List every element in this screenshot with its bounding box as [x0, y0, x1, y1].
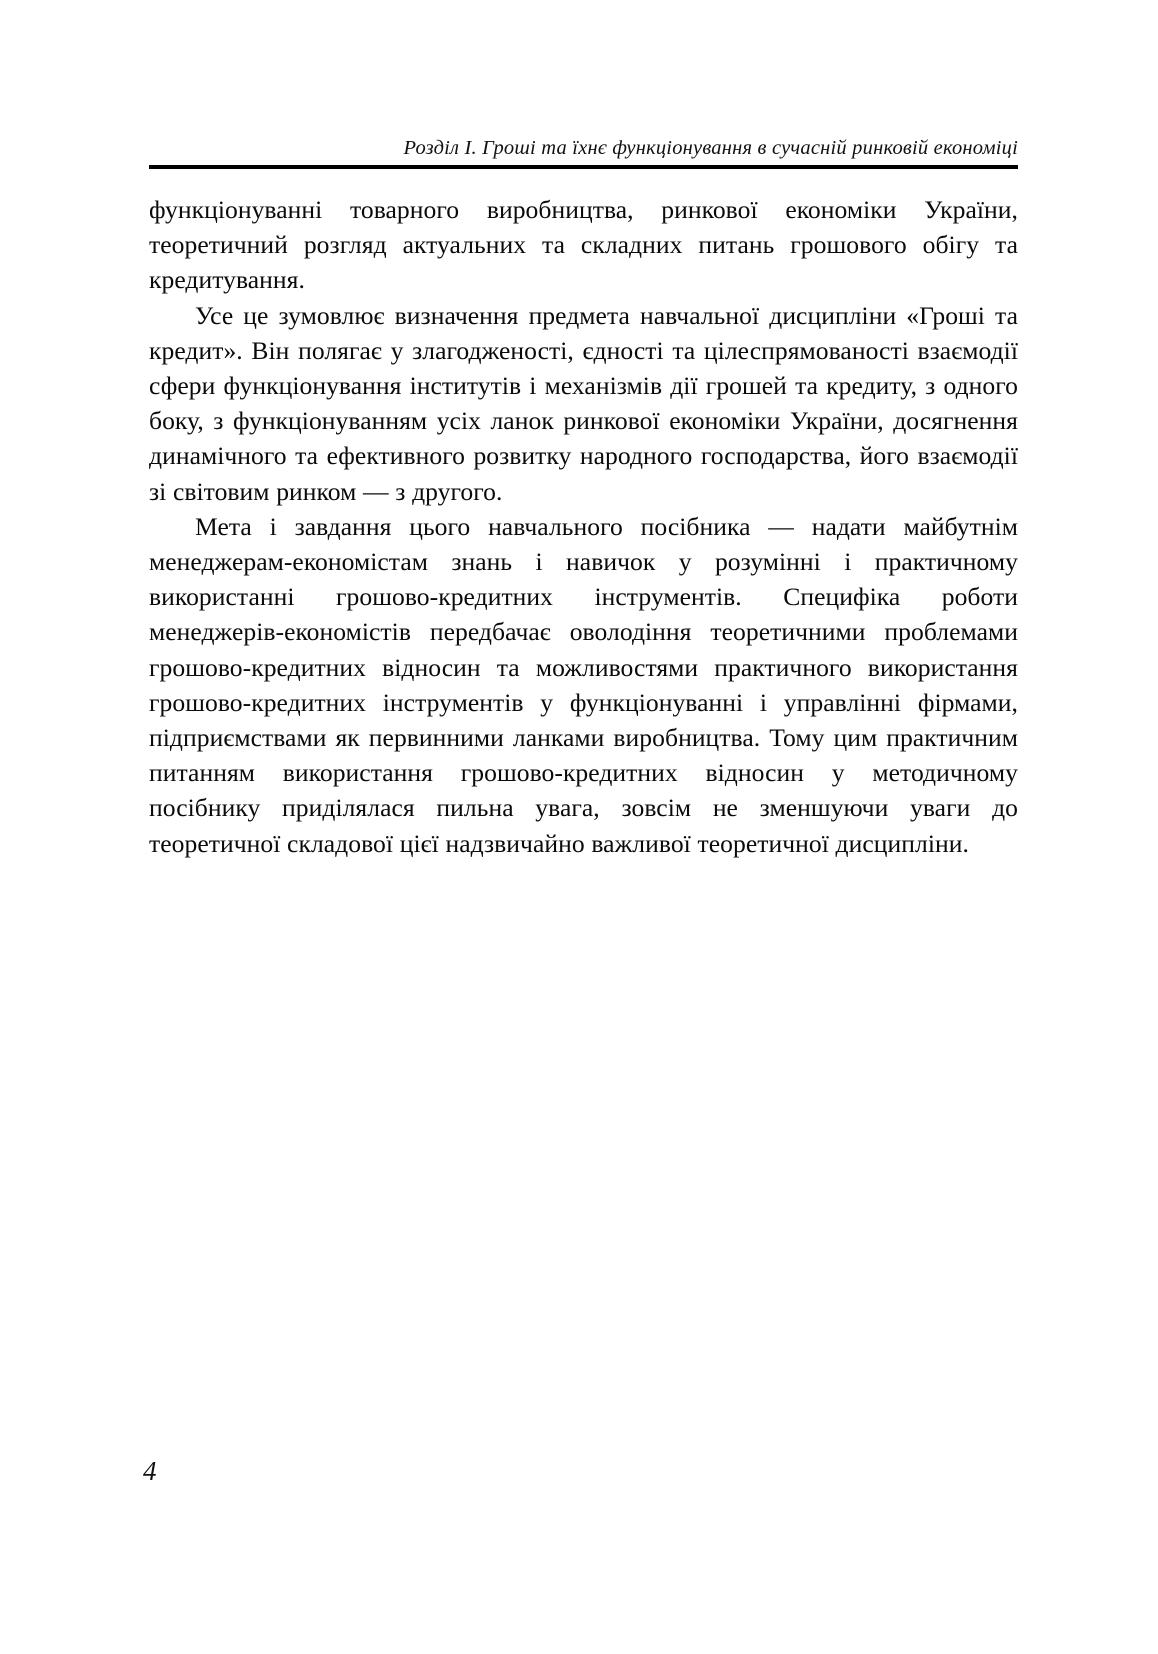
page-number: 4	[143, 1456, 157, 1486]
body-text-block	[149, 192, 1018, 861]
running-head	[149, 136, 1018, 169]
running-head-rule	[149, 165, 1018, 169]
paragraph: Усе це зумовлює визначення предмета навчальної дисципліни «Гроші та кредит». Він полягає у злагодженості, єдності та цілеспрямованості взаємодії сфери функціонування інститутів і механізмів дії грошей та кредиту, з одного боку, з функціонуванням усіх ланок ринкової економіки України, досягнення динамічного та ефективного розвитку народного господарства, його взаємодії зі світовим ринком — з другого.	[149, 300, 1018, 506]
paragraph: функціонуванні товарного виробництва, ринкової економіки України, теоретичний розгляд актуальних та складних питань грошового обігу та кредитування.	[149, 195, 1018, 295]
running-head-text: Розділ І. Гроші та їхнє функціонування в сучасній ринковій економіці	[403, 137, 1018, 159]
paragraph: Мета і завдання цього навчального посібника — надати майбутнім менеджерам-економістам знань і навичок у розумінні і практичному використанні грошово-кредитних інструментів. Специфіка роботи менеджерів-економістів передбачає оволодіння теоретичними проблемами грошово-кредитних відносин та можливостями практичного використання грошово-кредитних інструментів у функціонуванні і управлінні фірмами, підприємствами як первинними ланками виробництва. Тому цим практичним питанням використання грошово-кредитних відносин у методичному посібнику приділялася пильна увага, зовсім не зменшуючи уваги до теоретичної складової цієї надзвичайно важливої теоретичної дисципліни.	[149, 511, 1018, 858]
